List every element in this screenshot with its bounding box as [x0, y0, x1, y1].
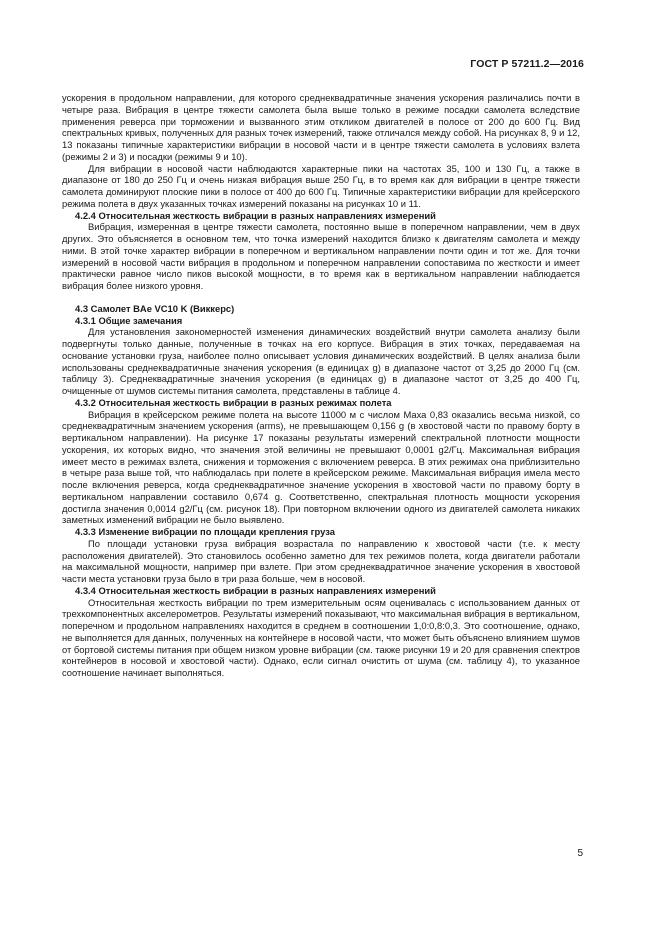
section-heading: 4.3.1 Общие замечания — [75, 314, 183, 326]
page-number: 5 — [577, 848, 583, 859]
section-heading: 4.3 Самолет BAe VC10 K (Виккерс) — [75, 302, 235, 314]
paragraph: Вибрация в крейсерском режиме полета на высоте 11000 м с числом Маха 0,83 оказались весьма низкой, со среднеквадратичным значением ускорения (arms), не превышающем 0,156 g (в хвостовой части по правому борту в вертикальном направлении). На рисунке 17 показаны результаты измерений спектральной плотности мощности ускорения, их которых видно, что значения этой величины не превышают 0,0001 g2/Гц. Максимальная вибрация имеет место в режимах взлета, снижения и торможения с включением реверса. В этих режимах она приблизительно в четыре раза выше той, что наблюдалась при полете в крейсерском режиме. Максимальная вибрация имела место после включения реверса, когда среднеквадратичное значение ускорения в хвостовой части по правому борту в вертикальном направлении составило 0,674 g. Соответственно, спектральная плотность мощности ускорения достигла значения 0,0014 g2/Гц (см. рисунок 18). При повторном включении одного из двигателей самолета никаких заметных изменений вибрации не было выявлено. — [62, 408, 580, 526]
paragraph: По площади установки груза вибрация возрастала по направлению к хвостовой части (т.е. к месту расположения двигателей). Это становилось особенно заметно для тех режимов полета, когда двигатели работали на максимальной мощности, например при взлете. При этом среднеквадратичное значение ускорения в хвостовой части места установки груза было в три раза больше, чем в носовой. — [62, 537, 580, 584]
document-body — [62, 92, 580, 679]
section-heading: 4.3.4 Относительная жесткость вибрации в разных направлениях измерений — [75, 584, 436, 596]
paragraph: ускорения в продольном направлении, для которого среднеквадратичные значения ускорения различались почти в четыре раза. Вибрация в центре тяжести самолета была выше только в режиме посадки самолета вследствие применения реверса при торможении и вызванного этим откликом двигателей в полосе от 200 до 600 Гц. Вид спектральных кривых, полученных для разных точек измерений, также отличался между собой. На рисунках 8, 9 и 12, 13 показаны типичные характеристики вибрации в носовой части и в центре тяжести самолета в условиях взлета (режимы 2 и 3) и посадки (режимы 9 и 10). — [62, 92, 580, 162]
paragraph: Для вибрации в носовой части наблюдаются характерные пики на частотах 35, 100 и 130 Гц, а также в диапазоне от 180 до 250 Гц и очень низкая вибрация выше 250 Гц, в то время как для вибрации в центре тяжести самолета доминируют плоские пики в полосе от 400 до 600 Гц. Типичные характеристики вибрации для крейсерского режима полета в двух указанных точках измерений показаны на рисунках 10 и 11. — [62, 162, 580, 209]
section-heading: 4.3.2 Относительная жесткость вибрации в разных режимах полета — [75, 396, 392, 408]
document-header: ГОСТ Р 57211.2—2016 — [470, 58, 584, 70]
paragraph: Для установления закономерностей изменения динамических воздействий внутри самолета анализу были подвергнуты только данные, полученные в точках на его корпусе. Вибрация в этих точках, передаваемая на основание установки груза, наиболее полно описывает условия динамических воздействий. В целях анализа были использованы среднеквадратичные значения ускорения (в единицах g) в диапазоне частот от 3,25 до 2000 Гц (см. таблицу 3). Среднеквадратичные значения ускорения (в единицах g) в диапазоне частот от 3,25 до 400 Гц, очищенные от шумов системы питания самолета, представлены в таблице 4. — [62, 326, 580, 396]
paragraph: Относительная жесткость вибрации по трем измерительным осям оценивалась с использованием данных от трехкомпонентных акселерометров. Результаты измерений показывают, что максимальная вибрация в вертикальном, поперечном и продольном направлениях находится в среднем в соотношении 1,0:0,8:0,3. Это соотношение, однако, не выполняется для данных, полученных на контейнере в носовой части, что может быть объяснено влиянием шумов от бортовой системы питания при общем низком уровне вибрации (см. также рисунки 19 и 20 для сравнения спектров контейнеров в носовой и хвостовой части). Однако, если сигнал очистить от шума (см. таблицу 4), то указанное соотношение начинает выполняться. — [62, 596, 580, 678]
section-heading: 4.3.3 Изменение вибрации по площади крепления груза — [75, 526, 336, 537]
paragraph: Вибрация, измеренная в центре тяжести самолета, постоянно выше в поперечном направлении, чем в двух других. Это объясняется в основном тем, что точка измерений находится близко к двигателям самолета и между ними. В этой точке характер вибрации в поперечном и вертикальном направлении почти один и тот же. Для точки измерений в носовой части вибрация в продольном и поперечном направлении сопоставима по жесткости и имеет практически равное число пиков высокой мощности, в то время как в вертикальном направлении наблюдается вибрация более низкого уровня. — [62, 221, 580, 291]
section-heading: 4.2.4 Относительная жесткость вибрации в разных направлениях измерений — [75, 209, 436, 221]
